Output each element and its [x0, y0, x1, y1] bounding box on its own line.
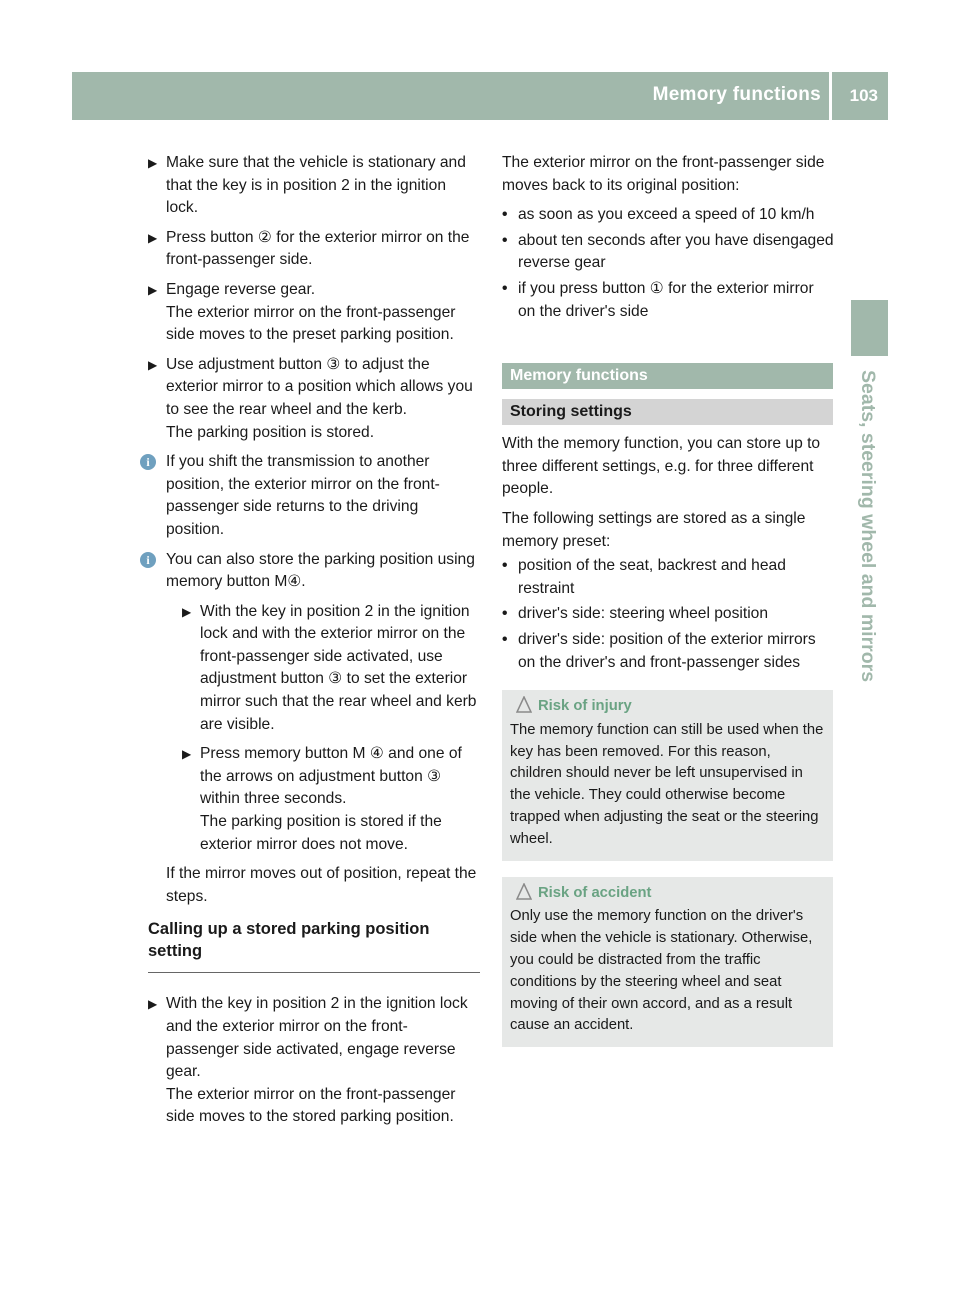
paragraph: The following settings are stored as a single memory preset:	[502, 509, 806, 550]
warning-title: Risk of injury	[510, 696, 825, 718]
info-icon: i	[140, 454, 156, 470]
right-column	[502, 152, 834, 1047]
list-item: • position of the seat, backrest and head restraint	[502, 557, 786, 597]
step-arrow-icon	[182, 743, 191, 766]
list-item: • about ten seconds after you have disengaged reverse gear	[502, 231, 834, 272]
instruction-step: ▶ With the key in position 2 in the ignition lock and with the exterior mirror on the front-passenger side activated, use adjustment button ③ to set the exterior mirror such that the rear wheel and kerb are visible.	[182, 601, 480, 737]
list-item: • driver's side: steering wheel position	[502, 603, 834, 626]
step-arrow-icon	[148, 152, 157, 175]
section-heading: Calling up a stored parking position setting	[148, 918, 480, 973]
step-arrow-icon	[148, 279, 157, 302]
instruction-step: ▶ Use adjustment button ③ to adjust the exterior mirror to a position which allows you to see the rear wheel and the kerb. The parking position is stored.	[148, 354, 480, 444]
bullet-icon: •	[502, 206, 508, 224]
step-arrow-icon	[148, 227, 157, 250]
list-item: • as soon as you exceed a speed of 10 km/h	[502, 204, 834, 227]
instruction-step: ▶ Press button ② for the exterior mirror on the front-passenger side.	[148, 227, 480, 272]
bullet-icon: •	[502, 630, 508, 648]
page-number: 103	[849, 86, 878, 105]
warning-triangle-icon	[516, 696, 532, 714]
step-result: The parking position is stored.	[166, 423, 375, 441]
info-note: i If you shift the transmission to another position, the exterior mirror on the front-passenger side returns to the driving position.	[140, 451, 480, 541]
warning-text: The memory function can still be used when the key has been removed. For this reason, children should never be left unsupervised in the vehicle. They could otherwise become trapped when adjusting the seat or the steering wheel.	[510, 721, 824, 847]
paragraph: With the memory function, you can store up to three different settings, e.g. for three different people.	[502, 435, 821, 498]
warning-box	[502, 877, 833, 1048]
intro-paragraph: The exterior mirror on the front-passenger side moves back to its original position:	[502, 154, 825, 194]
bullet-icon: •	[502, 231, 508, 249]
step-arrow-icon	[182, 601, 191, 624]
header-divider	[829, 72, 832, 120]
bullet-icon: •	[502, 279, 508, 297]
instruction-step: ▶ With the key in position 2 in the ignition lock and the exterior mirror on the front-passenger side activated, engage reverse gear. The exterior mirror on the front-passenger side moves to the stored parking position.	[148, 993, 480, 1129]
side-tab-label	[851, 370, 888, 790]
info-note: i You can also store the parking position using memory button M④.	[140, 549, 480, 594]
instruction-step: ▶ Engage reverse gear. The exterior mirror on the front-passenger side moves to the preset parking position.	[148, 279, 480, 347]
list-item: • driver's side: position of the exterior mirrors on the driver's and front-passenger sides	[502, 630, 816, 671]
list-item: • if you press button ① for the exterior mirror on the driver's side	[502, 279, 814, 320]
left-column	[148, 152, 480, 1136]
instruction-step: ▶ Press memory button M ④ and one of the arrows on adjustment button ③ within three seconds. The parking position is stored if the exterior mirror does not move.	[182, 743, 480, 856]
warning-title: Risk of accident	[510, 883, 825, 905]
sub-steps	[148, 601, 480, 857]
section-bar: Memory functions	[502, 363, 833, 389]
instruction-step: ▶ Make sure that the vehicle is stationary and that the key is in position 2 in the ignition lock.	[148, 152, 480, 220]
step-result: The exterior mirror on the front-passenger side moves to the stored parking position.	[166, 1085, 456, 1126]
side-tab-marker	[851, 300, 888, 356]
warning-triangle-icon	[516, 883, 532, 901]
info-icon: i	[140, 552, 156, 568]
bullet-icon: •	[502, 605, 508, 623]
step-result: The parking position is stored if the exterior mirror does not move.	[200, 813, 442, 853]
subsection-bar: Storing settings	[502, 399, 833, 425]
step-arrow-icon	[148, 993, 157, 1016]
repeat-note: If the mirror moves out of position, repeat the steps.	[166, 865, 477, 905]
step-result: The exterior mirror on the front-passenger side moves to the preset parking position.	[166, 303, 456, 344]
warning-text: Only use the memory function on the driver's side when the vehicle is stationary. Otherwise, you could be distracted from the traffic conditions by the steering wheel and seat moving of their own accord, and as a result cause an accident.	[510, 908, 813, 1034]
warning-box	[502, 690, 833, 861]
header-title: Memory functions	[652, 84, 821, 105]
side-tab-text: Seats, steering wheel and mirrors	[857, 370, 879, 683]
page-header	[72, 72, 888, 120]
bullet-icon: •	[502, 557, 508, 575]
step-arrow-icon	[148, 354, 157, 377]
